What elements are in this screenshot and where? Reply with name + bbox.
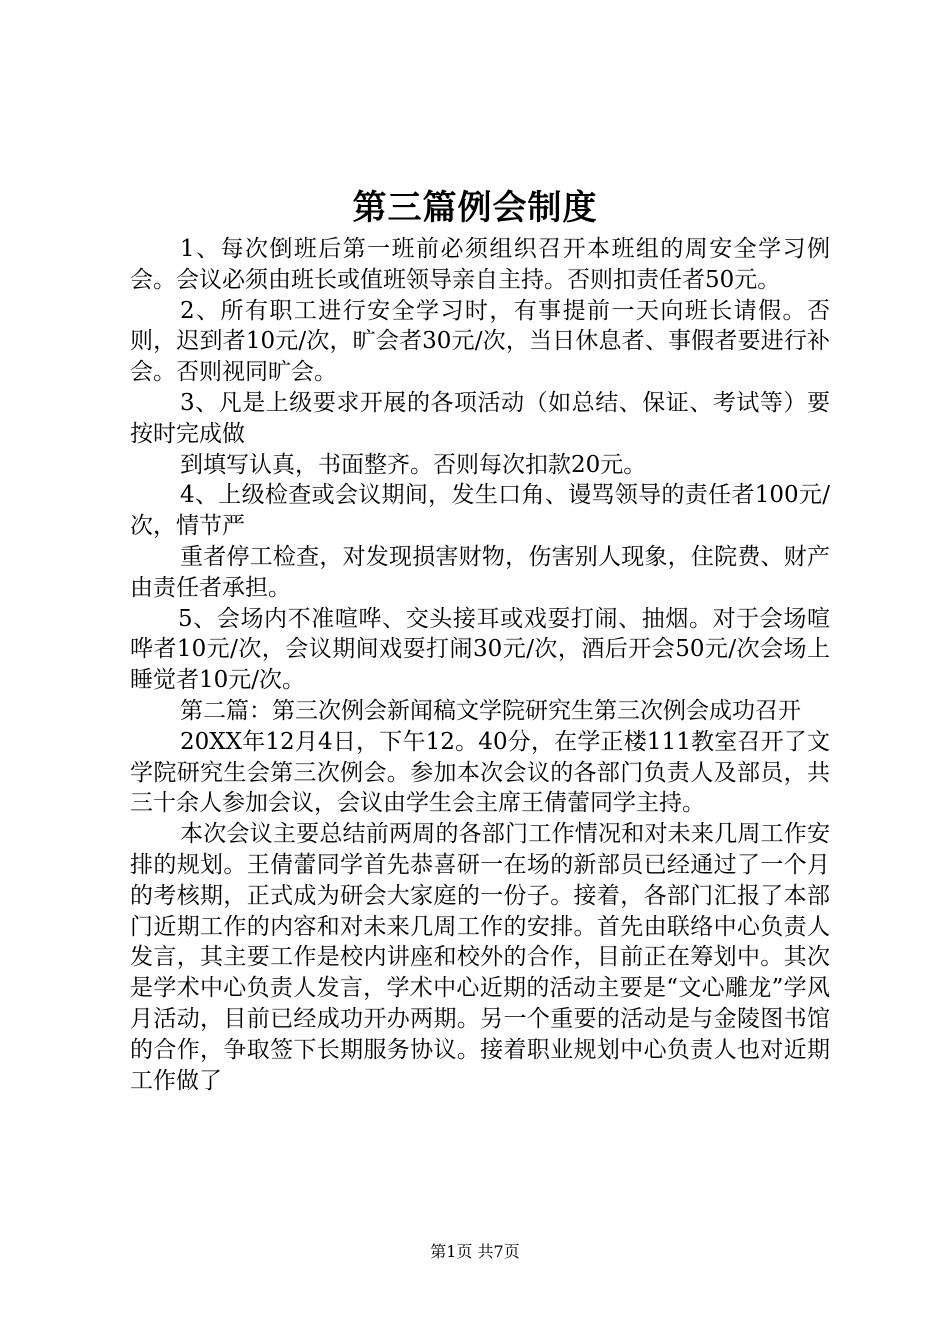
paragraph-1: 1、每次倒班后第一班前必须组织召开本班组的周安全学习例会。会议必须由班长或值班领导亲自主持。否则扣责任者50元。 — [130, 236, 830, 293]
paragraph-5: 4、上级检查或会议期间，发生口角、谩骂领导的责任者100元/次，情节严 — [130, 482, 830, 540]
paragraph-10: 本次会议主要总结前两周的各部门工作情况和对未来几周工作安排的规划。王倩蕾同学首先恭喜研一在场的新部员已经通过了一个月的考核期，正式成为研会大家庭的一份子。接着，各部门汇报了本部门近期工作的内容和对未来几周工作的安排。首先由联络中心负责人发言，其主要工作是校内讲座和校外的合作，目前正在筹划中。其次是学术中心负责人发言，学术中心近期的活动主要是“文心雕龙”学风月活动，目前已经成功开办两期。另一个重要的活动是与金陵图书馆的合作，争取签下长期服务协议。接着职业规划中心负责人也对近期工作做了 — [130, 821, 830, 1094]
paragraph-2: 2、所有职工进行安全学习时，有事提前一天向班长请假。否则，迟到者10元/次，旷会者30元/次，当日休息者、事假者要进行补会。否则视同旷会。 — [130, 297, 830, 386]
paragraph-3: 3、凡是上级要求开展的各项活动（如总结、保证、考试等）要按时完成做 — [130, 389, 830, 447]
paragraph-9: 20XX年12月4日，下午12。40分，在学正楼111教室召开了文学院研究生会第三次例会。参加本次会议的各部门负责人及部员，共三十余人参加会议，会议由学生会主席王倩蕾同学主持。 — [130, 728, 830, 817]
paragraph-7: 5、会场内不准喧哗、交头接耳或戏耍打闹、抽烟。对于会场喧哗者10元/次，会议期间戏耍打闹30元/次，酒后开会50元/次会场上睡觉者10元/次。 — [130, 605, 830, 694]
page-number-footer: 第1页 共7页 — [430, 1242, 520, 1261]
document-body — [130, 234, 830, 1096]
paragraph-8: 第二篇：第三次例会新闻稿文学院研究生第三次例会成功召开 — [180, 697, 801, 724]
paragraph-6: 重者停工检查，对发现损害财物，伤害别人现象，住院费、财产由责任者承担。 — [130, 543, 830, 601]
document-title: 第三篇例会制度 — [352, 188, 598, 228]
paragraph-4: 到填写认真，书面整齐。否则每次扣款20元。 — [180, 451, 647, 478]
